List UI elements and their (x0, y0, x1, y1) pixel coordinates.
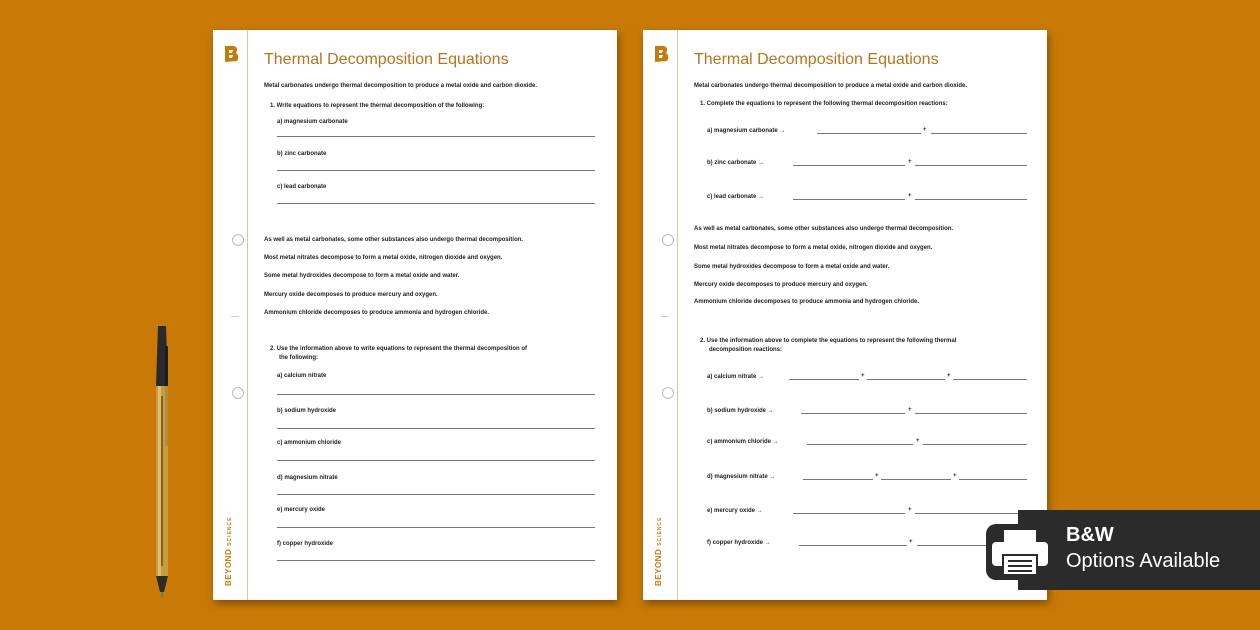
q1-item: c) lead carbonate → (707, 194, 765, 200)
answer-line (277, 460, 595, 461)
brand-label: BEYONDSCIENCE (654, 516, 663, 586)
answer-line (915, 199, 1027, 200)
q2-item: d) magnesium nitrate → (707, 474, 776, 480)
punch-hole (232, 387, 244, 399)
answer-line (867, 379, 945, 380)
answer-line (931, 133, 1027, 134)
fact-text: Mercury oxide decomposes to produce mercury and oxygen. (264, 292, 438, 298)
fact-text: Mercury oxide decomposes to produce mercury and oxygen. (694, 282, 868, 288)
fact-text: As well as metal carbonates, some other substances also undergo thermal decomposition. (694, 226, 954, 232)
answer-line (915, 413, 1027, 414)
plus-sign: + (953, 473, 957, 479)
answer-line (807, 444, 913, 445)
answer-line (789, 379, 859, 380)
plus-sign: + (947, 373, 951, 379)
punch-hole (232, 234, 244, 246)
page-title: Thermal Decomposition Equations (264, 51, 509, 68)
answer-line (277, 203, 595, 204)
answer-line (277, 136, 595, 137)
plus-sign: + (923, 127, 927, 133)
question-2-cont: decomposition reactions: (709, 347, 783, 353)
q2-item: f) copper hydroxide (277, 541, 334, 547)
plus-sign: + (908, 407, 912, 413)
answer-line (915, 165, 1027, 166)
q2-item: a) calcium nitrate (277, 373, 327, 379)
fold-mark (231, 316, 239, 317)
q2-item: d) magnesium nitrate (277, 475, 338, 481)
beyond-logo-icon (222, 44, 240, 64)
question-2: 2. Use the information above to complete the equations to represent the following thermal (700, 338, 957, 344)
fact-text: Some metal hydroxides decompose to form a metal oxide and water. (694, 264, 890, 270)
q2-item: e) mercury oxide (277, 507, 326, 513)
answer-line (793, 513, 905, 514)
q1-item: c) lead carbonate (277, 184, 327, 190)
q1-item: a) magnesium carbonate (277, 119, 348, 125)
plus-sign: + (861, 373, 865, 379)
answer-line (793, 199, 905, 200)
answer-line (881, 479, 951, 480)
fact-text: Ammonium chloride decomposes to produce ammonia and hydrogen chloride. (694, 299, 920, 305)
q2-item: c) ammonium chloride (277, 440, 342, 446)
answer-line (799, 545, 907, 546)
punch-hole (662, 387, 674, 399)
plus-sign: + (908, 193, 912, 199)
bw-options-badge (1018, 510, 1260, 590)
plus-sign: + (916, 438, 920, 444)
margin-line (247, 30, 248, 600)
margin-line (677, 30, 678, 600)
question-2-cont: the following: (279, 355, 318, 361)
fact-text: Some metal hydroxides decompose to form a metal oxide and water. (264, 273, 460, 279)
worksheet-page-1 (213, 30, 617, 600)
q1-item: b) zinc carbonate → (707, 160, 765, 166)
q2-item: b) sodium hydroxide (277, 408, 337, 414)
answer-line (953, 379, 1027, 380)
intro-text: Metal carbonates undergo thermal decomposition to produce a metal oxide and carbon dioxide. (694, 83, 968, 89)
answer-line (277, 494, 595, 495)
plus-sign: + (909, 539, 913, 545)
fold-mark (661, 316, 669, 317)
fact-text: Most metal nitrates decompose to form a metal oxide, nitrogen dioxide and oxygen. (264, 255, 503, 261)
answer-line (923, 444, 1027, 445)
answer-line (917, 545, 987, 546)
beyond-logo-icon (652, 44, 670, 64)
q1-item: b) zinc carbonate (277, 151, 327, 157)
answer-line (277, 527, 595, 528)
question-2: 2. Use the information above to write equations to represent the thermal decomposition of (270, 346, 528, 352)
plus-sign: + (908, 159, 912, 165)
q2-item: c) ammonium chloride → (707, 439, 779, 445)
plus-sign: + (875, 473, 879, 479)
q2-item: b) sodium hydroxide → (707, 408, 774, 414)
punch-hole (662, 234, 674, 246)
answer-line (277, 170, 595, 171)
plus-sign: + (908, 507, 912, 513)
answer-line (801, 413, 905, 414)
badge-subtitle: Options Available (1066, 550, 1221, 572)
pen-image (150, 326, 174, 598)
q2-item: f) copper hydroxide → (707, 540, 771, 546)
answer-line (803, 479, 873, 480)
answer-line (277, 428, 595, 429)
worksheet-page-2 (643, 30, 1047, 600)
question-1: 1. Write equations to represent the thermal decomposition of the following: (270, 103, 485, 109)
question-1: 1. Complete the equations to represent the following thermal decomposition reactions: (700, 101, 948, 107)
brand-label: BEYONDSCIENCE (224, 516, 233, 586)
q1-item: a) magnesium carbonate → (707, 128, 786, 134)
answer-line (959, 479, 1027, 480)
answer-line (915, 513, 1027, 514)
badge-title: B&W (1066, 524, 1114, 546)
intro-text: Metal carbonates undergo thermal decomposition to produce a metal oxide and carbon dioxide. (264, 83, 538, 89)
answer-line (817, 133, 921, 134)
fact-text: Most metal nitrates decompose to form a metal oxide, nitrogen dioxide and oxygen. (694, 245, 933, 251)
answer-line (277, 560, 595, 561)
q2-item: a) calcium nitrate → (707, 374, 765, 380)
answer-line (793, 165, 905, 166)
fact-text: Ammonium chloride decomposes to produce ammonia and hydrogen chloride. (264, 310, 490, 316)
fact-text: As well as metal carbonates, some other substances also undergo thermal decomposition. (264, 237, 524, 243)
answer-line (277, 394, 595, 395)
page-title: Thermal Decomposition Equations (694, 51, 939, 68)
q2-item: e) mercury oxide → (707, 508, 763, 514)
printer-icon (984, 522, 1056, 582)
